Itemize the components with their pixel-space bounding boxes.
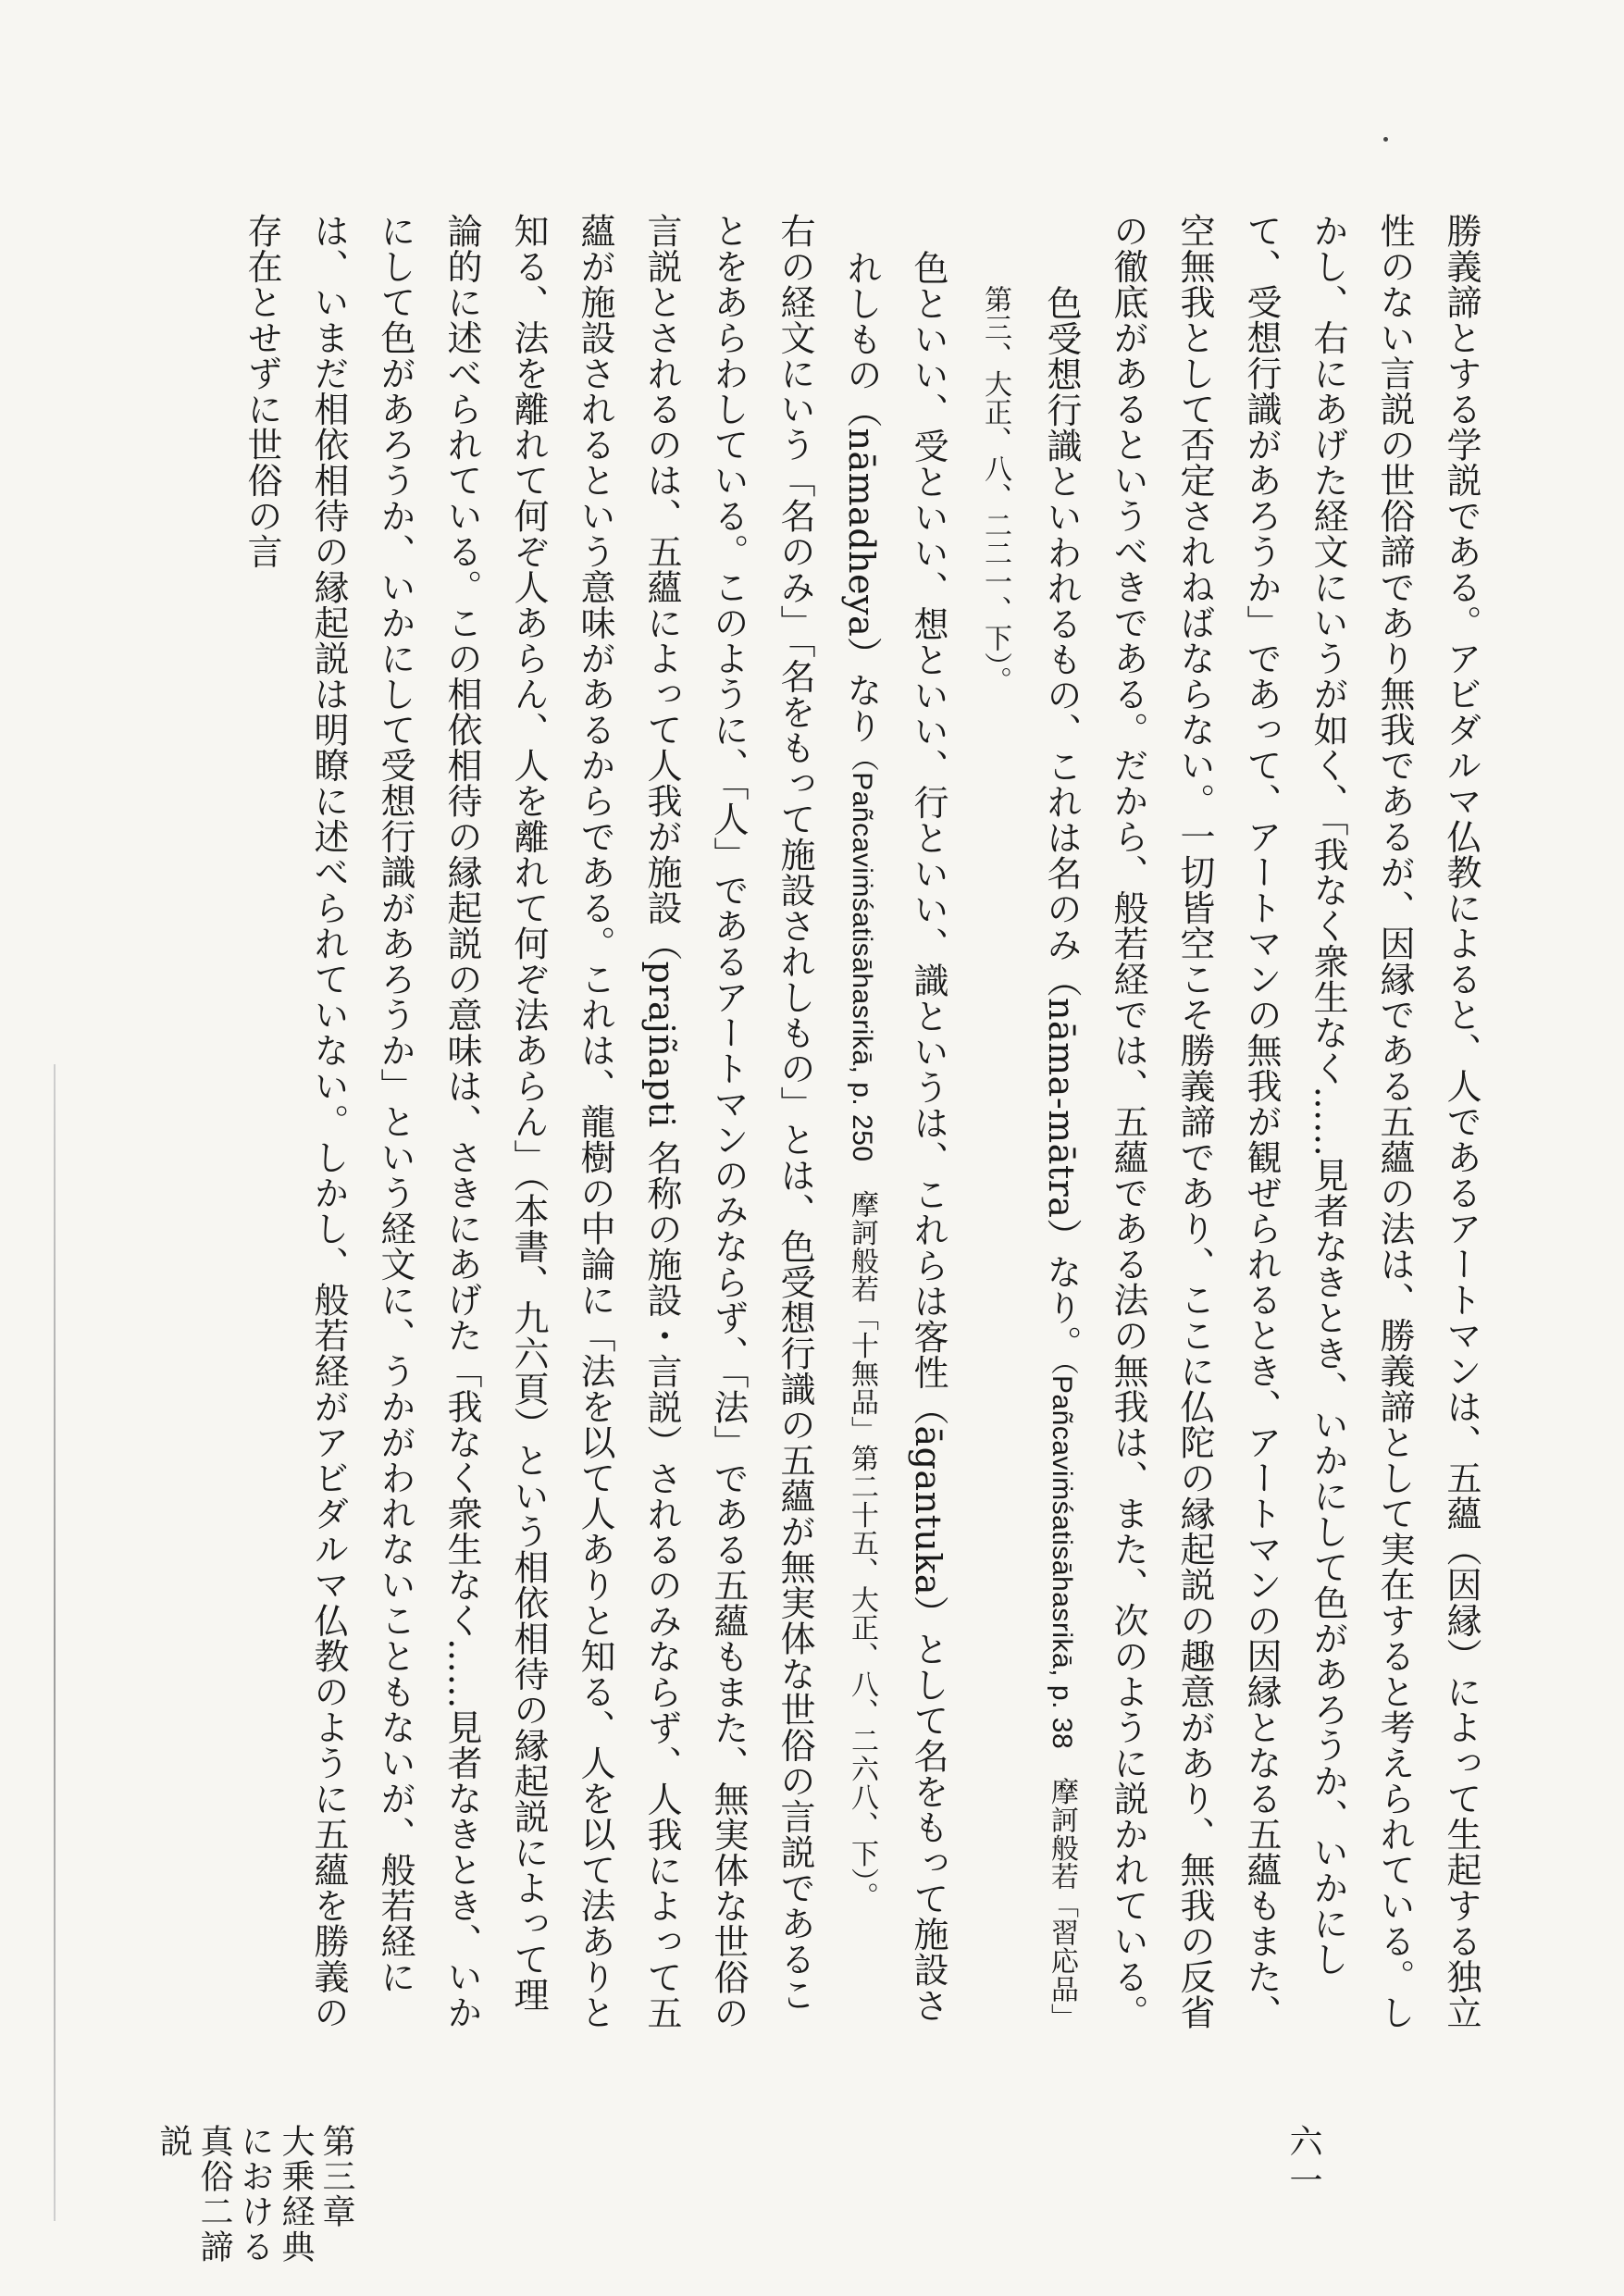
scan-speck [1383, 137, 1388, 142]
scan-margin-line [54, 1064, 56, 2221]
paragraph-2: 右の経文にいう「名のみ」「名をもって施設されしもの」とは、色受想行識の五蘊が無実体な世俗の言説であることをあらわしている。このように、「人」であるアートマンのみならず、「法」である五蘊もまた、無実体な世俗の言説とされるのは、五蘊によって人我が施設（prajñapti 名称の施設・言説）されるのみならず、人我によって五蘊が施設されるという意味があるからである。これは、龍樹の中論に「法を以て人ありと知る、人を以て法ありと知る、法を離れて何ぞ人あらん、人を離れて何ぞ法あらん」（本書、九六頁）という相依相待の縁起説によって理論的に述べられている。この相依相待の縁起説の意味は、さきにあげた「我なく衆生なく……見者なきとき、いかにして色があろうか、いかにして受想行識があろうか」という経文に、うかがわれないこともないが、般若経には、いまだ相依相待の縁起説は明瞭に述べられていない。しかし、般若経がアビダルマ仏教のように五蘊を勝義の存在とせずに世俗の言 [242, 213, 815, 2030]
quote-1-text: 色受想行識といわれるもの、これは名のみ（nāma-mātra）なり。 [1041, 285, 1082, 1361]
paragraph-1: 勝義諦とする学説である。アビダルマ仏教によると、人であるアートマンは、五蘊（因縁）によって生起する独立性のない言説の世俗諦であり無我であるが、因縁である五蘊の法は、勝義諦として実在すると考えられている。しかし、右にあげた経文にいうが如く、「我なく衆生なく……見者なきとき、いかにして色があろうか、いかにして、受想行識があろうか」であって、アートマンの無我が観ぜられるとき、アートマンの因縁となる五蘊もまた、空無我として否定されねばならない。一切皆空こそ勝義諦であり、ここに仏陀の縁起説の趣意があり、無我の反省の徹底があるというべきである。だから、般若経では、五蘊である法の無我は、また、次のように説かれている。 [1108, 213, 1481, 2030]
quote-1 [961, 213, 1095, 2036]
page-number: 六一 [1284, 2124, 1322, 2202]
running-header: 第三章 大乗経典における真俗二諦説 [155, 2124, 355, 2265]
quote-2-citation: （Pañcaviṁśatisāhasrikā, p. 250 摩訶般若「十無品」第二十五、大正、八、二六八、下）。 [847, 743, 877, 1911]
quote-2 [828, 213, 961, 2036]
quote-2-text: 色といい、受といい、想といい、行といい、識というは、これらは客性（āgantuka）として名をもって施設されしもの（nāmadheya）なり [841, 250, 948, 2024]
body-text [180, 213, 1494, 2036]
quote-1-citation: （Pañcaviṁśatisāhasrikā, p. 38 摩訶般若「習応品」第三、大正、八、二二一、下）。 [980, 285, 1077, 2032]
